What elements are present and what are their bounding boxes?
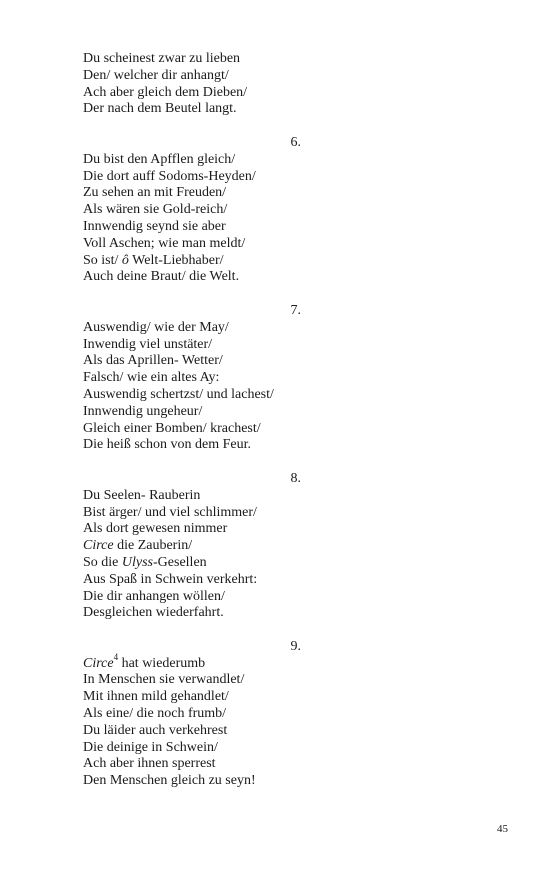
verse-text: Welt-Liebhaber/ — [128, 252, 224, 268]
verse-line: Innwendig ungeheur/ — [83, 403, 203, 419]
verse-line: Innwendig seynd sie aber — [83, 218, 226, 234]
verse-line: Auch deine Braut/ die Welt. — [83, 269, 240, 285]
verse-line: Aus Spaß in Schwein verkehrt: — [83, 571, 258, 587]
verse-line — [83, 652, 303, 673]
stanza-number: 9. — [290, 638, 301, 654]
verse-line: Auswendig schertzst/ und lachest/ — [83, 386, 274, 402]
verse-line: Als das Aprillen- Wetter/ — [83, 353, 223, 369]
verse-line: Ach aber ihnen sperrest — [83, 756, 216, 772]
stanza-continuation — [83, 51, 303, 118]
verse-line: Voll Aschen; wie man meldt/ — [83, 235, 246, 251]
verse-line: Als eine/ die noch frumb/ — [83, 706, 227, 722]
stanza-9 — [83, 652, 303, 790]
verse-text: So ist/ — [83, 252, 122, 268]
verse-line: Zu sehen an mit Freuden/ — [83, 185, 227, 201]
verse-italic: Ulyss — [121, 554, 154, 570]
verse-italic: ô — [121, 252, 129, 268]
verse-line: Den Menschen gleich zu seyn! — [83, 773, 256, 789]
verse-italic: Circe — [83, 538, 114, 554]
verse-line: Inwendig viel unstäter/ — [83, 336, 213, 352]
verse-line: Mit ihnen mild gehandlet/ — [83, 689, 229, 705]
stanza-number: 7. — [290, 302, 301, 318]
verse-text: hat wiederumb — [118, 655, 206, 671]
verse-line: Du bist den Apfflen gleich/ — [83, 151, 236, 167]
verse-line: Du läider auch verkehrest — [83, 722, 228, 738]
stanza-7 — [83, 320, 303, 454]
verse-line: Bist ärger/ und viel schlimmer/ — [83, 504, 257, 520]
verse-line: Die dir anhangen wöllen/ — [83, 588, 225, 604]
footnote-marker: 4 — [113, 652, 119, 663]
page-number: 45 — [497, 823, 508, 835]
verse-line: Desgleichen wiederfahrt. — [83, 605, 224, 621]
verse-line — [83, 555, 303, 572]
verse-line: Als wären sie Gold-reich/ — [83, 202, 228, 218]
stanza-number: 8. — [290, 470, 301, 486]
verse-line: In Menschen sie verwandlet/ — [83, 672, 245, 688]
stanza-6 — [83, 152, 303, 286]
verse-line: Du scheinest zwar zu lieben — [83, 51, 241, 66]
verse-line: Ach aber gleich dem Dieben/ — [83, 84, 248, 100]
verse-line: Du Seelen- Rauberin — [83, 487, 201, 503]
verse-line: Falsch/ wie ein altes Ay: — [83, 370, 220, 386]
poem — [83, 51, 303, 790]
verse-text: So die — [83, 554, 122, 570]
verse-italic: Circe — [83, 655, 114, 671]
verse-text: die Zauberin/ — [113, 538, 193, 554]
verse-line: Als dort gewesen nimmer — [83, 521, 228, 537]
verse-text: -Gesellen — [153, 554, 207, 570]
verse-line: Die heiß schon von dem Feur. — [83, 437, 251, 453]
verse-line — [83, 538, 303, 555]
verse-line: Die deinige in Schwein/ — [83, 739, 218, 755]
verse-line: Auswendig/ wie der May/ — [83, 319, 229, 335]
verse-line: Der nach dem Beutel langt. — [83, 101, 237, 117]
verse-line: Gleich einer Bomben/ krachest/ — [83, 420, 261, 436]
verse-line: Den/ welcher dir anhangt/ — [83, 67, 229, 83]
stanza-8 — [83, 488, 303, 622]
verse-line: Die dort auff Sodoms-Heyden/ — [83, 168, 256, 184]
verse-line — [83, 253, 303, 270]
stanza-number: 6. — [290, 134, 301, 150]
